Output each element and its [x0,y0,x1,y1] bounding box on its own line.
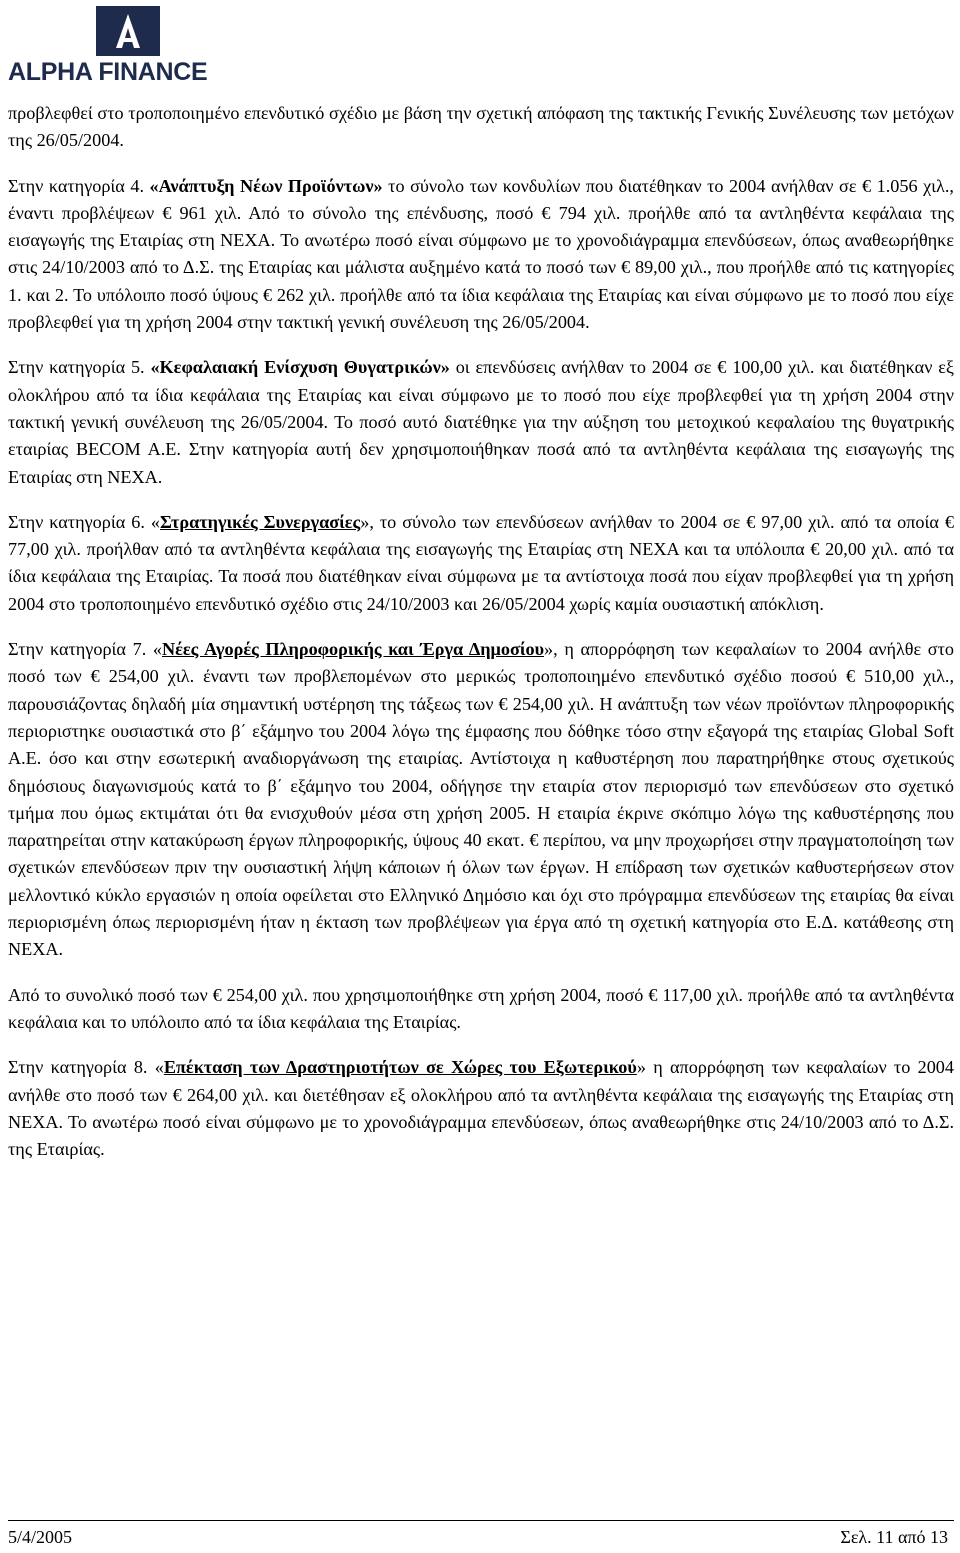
paragraph-category-5: Στην κατηγορία 5. «Κεφαλαιακή Ενίσχυση Θυγατρικών» οι επενδύσεις ανήλθαν το 2004 σε € 100,00 χιλ. και διατέθηκαν εξ ολοκλήρου από τα ίδια κεφάλαια της Εταιρίας και είναι σύμφωνο με το ποσό που είχε προβλεφθεί για τη χρήση 2004 στην τακτική γενική συνέλευση της 26/05/2004. Το ποσό αυτό διατέθηκε για την αύξηση του μετοχικού κεφαλαίου της θυγατρικής εταιρίας BECOM A.E. Στην κατηγορία αυτή δεν χρησιμοποιήθηκαν ποσά από τα αντληθέντα κεφάλαια της εισαγωγής της Εταιρίας στη ΝΕΧΑ. [8,357,954,487]
company-logo [8,6,258,84]
category-6-title: Στρατηγικές Συνεργασίες [159,511,361,532]
footer-date: 5/4/2005 [8,1527,73,1547]
page-number: Σελ. 11 από 13 [840,1527,948,1547]
paragraph-category-8: Στην κατηγορία 8. «Επέκταση των Δραστηριοτήτων σε Χώρες του Εξωτερικού» η απορρόφηση των κεφαλαίων το 2004 ανήλθε στο ποσό των € 264,00 χιλ. και διετέθησαν εξ ολοκλήρου από τα αντληθέντα κεφάλαια της εισαγωγής της Εταιρίας στη ΝΕΧΑ. Το ανωτέρω ποσό είναι σύμφωνο με το χρονοδιάγραμμα επενδύσεων, όπως αναθεωρήθηκε στις 24/10/2003 από το Δ.Σ. της Εταιρίας. [8,1057,954,1160]
paragraph-category-6: Στην κατηγορία 6. «Στρατηγικές Συνεργασίες», το σύνολο των επενδύσεων ανήλθαν το 2004 σε € 97,00 χιλ. από τα οποία € 77,00 χιλ. προήλθαν από τα αντληθέντα κεφάλαια της εισαγωγής της Εταιρίας στη ΝΕΧΑ και τα υπόλοιπα € 20,00 χιλ. από τα ίδια κεφάλαια της Εταιρίας. Τα ποσά που διατέθηκαν είναι σύμφωνα με τα αντίστοιχα ποσά που είχαν προβλεφθεί για τη χρήση 2004 στο τροποποιημένο επενδυτικό σχέδιο στις 24/10/2003 και 26/05/2004 χωρίς καμία ουσιαστική απόκλιση. [8,511,954,614]
paragraph-category-7: Στην κατηγορία 7. «Νέες Αγορές Πληροφορικής και Έργα Δημοσίου», η απορρόφηση των κεφαλαίων το 2004 ανήλθε στο ποσό των € 254,00 χιλ. έναντι των προβλεπομένων στο μερικώς τροποποιημένο επενδυτικό σχέδιο ποσού € 510,00 χιλ., παρουσιάζοντας δηλαδή μία σημαντική υστέρηση της τάξεως των € 254,00 χιλ. Η ανάπτυξη των νέων προϊόντων πληροφορικής περιοριστηκε ουσιαστικά στο β΄ εξάμηνο του 2004 λόγω της έμφασης που δόθηκε τόσο στην εξαγορά της εταιρίας Global Soft A.E. όσο και στην εσωτερική αναδιοργάνωση της εταιρίας. Αντίστοιχα η καθυστέρηση που παρατηρήθηκε στους σχετικούς δημόσιους διαγωνισμούς κατά το β΄ εξάμηνο του 2004, οδήγησε την εταιρία στον περιορισμό των επενδύσεων στο σχετικό τμήμα που όμως εκτιμάται ότι θα ενισχυθούν μέσα στη χρήση 2005. Η εταιρία έκρινε σκόπιμο λόγω της καθυστέρησης που παρατηρείται στην κατακύρωση έργων πληροφορικής, ύψους 40 εκατ. € περίπου, να μην προχωρήσει στην πραγματοποίηση των σχετικών επενδύσεων πριν την ουσιαστική λήψη κάποιων ή όλων των έργων. Η επίδραση των σχετικών καθυστερήσεων στον μελλοντικό κύκλο εργασιών η οποία οφείλεται στο Ελληνικό Δημόσιο και όχι στο πρόγραμμα επενδύσεων της εταιρίας θα είναι περιορισμένη όπως περιορισμένη ήταν η έκταση των προβλέψεων για έργα από τη σχετική κατηγορία στο Ε.Δ. κατάθεσης στη ΝΕΧΑ. [8,639,954,960]
logo-wordmark: ALPHA FINANCE [8,58,208,86]
paragraph-continued: προβλεφθεί στο τροποποιημένο επενδυτικό σχέδιο με βάση την σχετική απόφαση της τακτικής Γενικής Συνέλευσης των μετόχων της 26/05/2004. [8,103,954,151]
category-4-title: «Ανάπτυξη Νέων Προϊόντων» [149,175,383,196]
category-8-title: Επέκταση των Δραστηριοτήτων σε Χώρες του Εξωτερικού [163,1057,637,1078]
alpha-finance-emblem-icon [96,6,160,56]
footer-divider [8,1520,954,1521]
document-body [8,100,954,1181]
category-5-title: «Κεφαλαιακή Ενίσχυση Θυγατρικών» [150,357,450,378]
paragraph-category-4: Στην κατηγορία 4. «Ανάπτυξη Νέων Προϊόντων» το σύνολο των κονδυλίων που διατέθηκαν το 2004 ανήλθαν σε € 1.056 χιλ., έναντι προβλέψεων € 961 χιλ. Από το σύνολο της επένδυσης, ποσό € 794 χιλ. προήλθε από τα αντληθέντα κεφάλαια της εισαγωγής της Εταιρίας στη ΝΕΧΑ. Το ανωτέρω ποσό είναι σύμφωνο με το χρονοδιάγραμμα επενδύσεων, όπως αναθεωρήθηκε στις 24/10/2003 από το Δ.Σ. της Εταιρίας και μάλιστα αυξημένο κατά το ποσό των € 89,00 χιλ., που προήλθε από τις κατηγορίες 1. και 2. Το υπόλοιπο ποσό ύψους € 262 χιλ. προήλθε από τα ίδια κεφάλαια της Εταιρίας και είναι σύμφωνο με το ποσό που είχε προβλεφθεί για τη χρήση 2004 στην τακτική γενική συνέλευση της 26/05/2004. [8,175,954,333]
paragraph-total: Από το συνολικό ποσό των € 254,00 χιλ. που χρησιμοποιήθηκε στη χρήση 2004, ποσό € 117,00 χιλ. προήλθε από τα αντληθέντα κεφάλαια και το υπόλοιπο από τα ίδια κεφάλαια της Εταιρίας. [8,984,954,1032]
category-7-title: Νέες Αγορές Πληροφορικής και Έργα Δημοσίου [162,639,545,660]
